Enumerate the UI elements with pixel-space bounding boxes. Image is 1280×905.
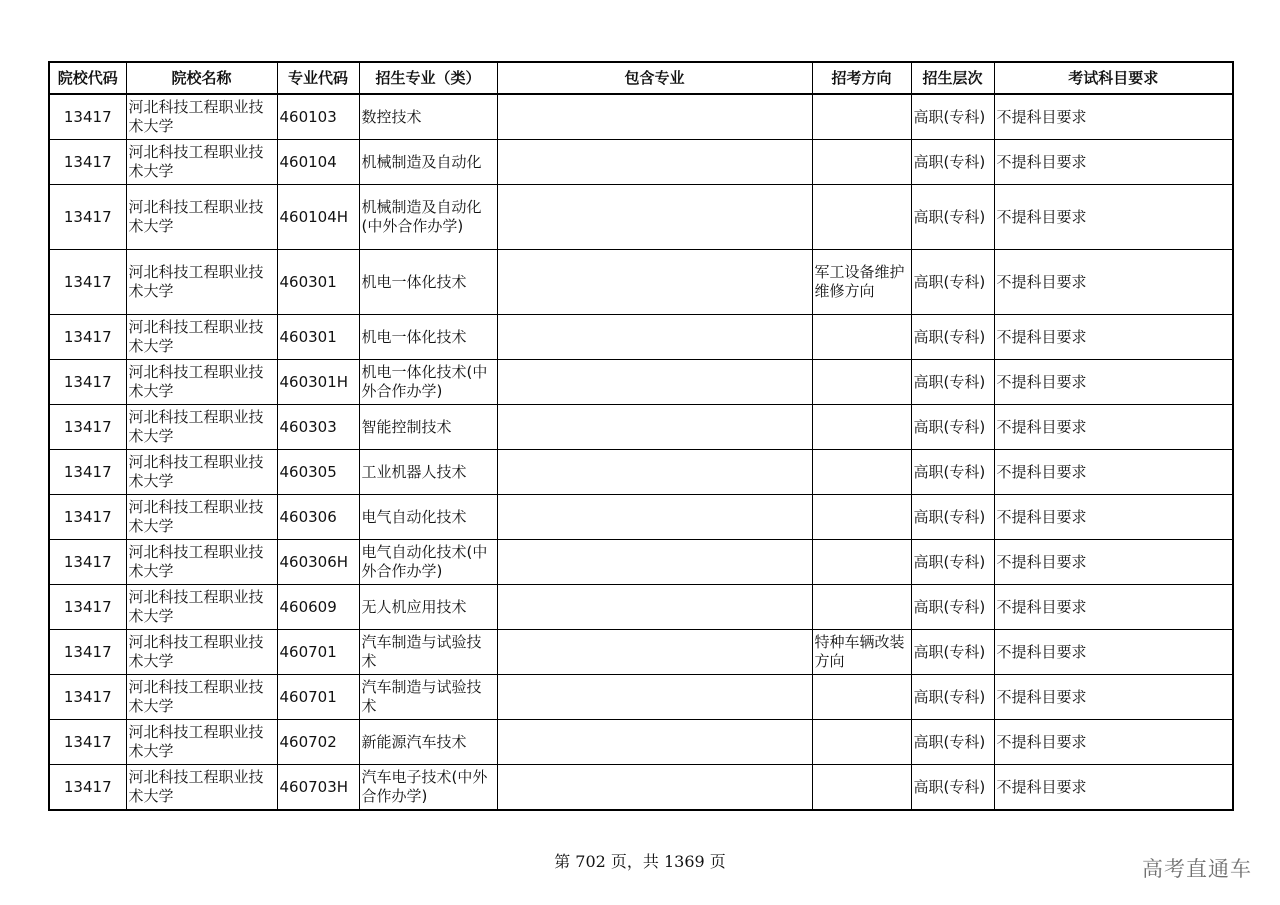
- cell-direction: 军工设备维护维修方向: [812, 250, 911, 315]
- cell-direction: [812, 185, 911, 250]
- header-school-code: 院校代码: [49, 62, 126, 94]
- cell-level: 高职(专科): [911, 450, 994, 495]
- cell-direction: [812, 540, 911, 585]
- cell-included-majors: [497, 495, 812, 540]
- cell-level: 高职(专科): [911, 675, 994, 720]
- cell-school-code: 13417: [49, 585, 126, 630]
- cell-included-majors: [497, 675, 812, 720]
- cell-requirement: 不提科目要求: [994, 540, 1233, 585]
- table-row: [49, 405, 1233, 450]
- table-row: [49, 630, 1233, 675]
- cell-major: 汽车电子技术(中外合作办学): [359, 765, 497, 811]
- header-direction: 招考方向: [812, 62, 911, 94]
- cell-level: 高职(专科): [911, 720, 994, 765]
- cell-level: 高职(专科): [911, 250, 994, 315]
- cell-included-majors: [497, 250, 812, 315]
- table-row: [49, 450, 1233, 495]
- cell-level: 高职(专科): [911, 140, 994, 185]
- cell-direction: [812, 585, 911, 630]
- cell-major: 机电一体化技术: [359, 250, 497, 315]
- table-row: [49, 675, 1233, 720]
- page-number: 第 702 页，共 1369 页: [554, 852, 726, 871]
- header-level: 招生层次: [911, 62, 994, 94]
- table-row: [49, 720, 1233, 765]
- cell-direction: [812, 140, 911, 185]
- table-row: [49, 315, 1233, 360]
- cell-school-code: 13417: [49, 720, 126, 765]
- cell-included-majors: [497, 185, 812, 250]
- cell-requirement: 不提科目要求: [994, 765, 1233, 811]
- cell-school-code: 13417: [49, 450, 126, 495]
- cell-requirement: 不提科目要求: [994, 720, 1233, 765]
- cell-direction: [812, 720, 911, 765]
- cell-major-code: 460609: [277, 585, 359, 630]
- cell-included-majors: [497, 540, 812, 585]
- cell-requirement: 不提科目要求: [994, 585, 1233, 630]
- cell-major-code: 460103: [277, 94, 359, 140]
- cell-school-name: 河北科技工程职业技术大学: [126, 540, 277, 585]
- cell-school-name: 河北科技工程职业技术大学: [126, 585, 277, 630]
- header-school-name: 院校名称: [126, 62, 277, 94]
- cell-school-name: 河北科技工程职业技术大学: [126, 405, 277, 450]
- cell-major-code: 460703H: [277, 765, 359, 811]
- cell-major-code: 460301: [277, 315, 359, 360]
- cell-major: 电气自动化技术(中外合作办学): [359, 540, 497, 585]
- cell-major-code: 460104H: [277, 185, 359, 250]
- header-requirement: 考试科目要求: [994, 62, 1233, 94]
- cell-direction: [812, 405, 911, 450]
- cell-major: 工业机器人技术: [359, 450, 497, 495]
- cell-requirement: 不提科目要求: [994, 630, 1233, 675]
- watermark-logo: 高考直通车: [1142, 857, 1252, 881]
- cell-requirement: 不提科目要求: [994, 315, 1233, 360]
- table-row: [49, 140, 1233, 185]
- cell-direction: 特种车辆改装方向: [812, 630, 911, 675]
- cell-major: 机械制造及自动化: [359, 140, 497, 185]
- cell-major-code: 460301: [277, 250, 359, 315]
- header-major-code: 专业代码: [277, 62, 359, 94]
- cell-major: 机电一体化技术: [359, 315, 497, 360]
- cell-requirement: 不提科目要求: [994, 675, 1233, 720]
- header-included-majors: 包含专业: [497, 62, 812, 94]
- cell-level: 高职(专科): [911, 94, 994, 140]
- cell-school-name: 河北科技工程职业技术大学: [126, 675, 277, 720]
- cell-school-name: 河北科技工程职业技术大学: [126, 720, 277, 765]
- cell-requirement: 不提科目要求: [994, 450, 1233, 495]
- cell-requirement: 不提科目要求: [994, 94, 1233, 140]
- cell-major-code: 460701: [277, 630, 359, 675]
- cell-direction: [812, 315, 911, 360]
- table-row: [49, 250, 1233, 315]
- table-body: [49, 94, 1233, 810]
- cell-school-code: 13417: [49, 94, 126, 140]
- cell-included-majors: [497, 450, 812, 495]
- cell-school-name: 河北科技工程职业技术大学: [126, 360, 277, 405]
- table-row: [49, 585, 1233, 630]
- cell-school-code: 13417: [49, 630, 126, 675]
- cell-requirement: 不提科目要求: [994, 250, 1233, 315]
- cell-school-name: 河北科技工程职业技术大学: [126, 495, 277, 540]
- cell-school-name: 河北科技工程职业技术大学: [126, 315, 277, 360]
- cell-school-code: 13417: [49, 315, 126, 360]
- table-row: [49, 495, 1233, 540]
- cell-direction: [812, 450, 911, 495]
- cell-major: 新能源汽车技术: [359, 720, 497, 765]
- cell-included-majors: [497, 630, 812, 675]
- cell-major-code: 460104: [277, 140, 359, 185]
- table-row: [49, 540, 1233, 585]
- admissions-table: [48, 61, 1234, 811]
- cell-school-code: 13417: [49, 540, 126, 585]
- cell-major-code: 460305: [277, 450, 359, 495]
- cell-included-majors: [497, 360, 812, 405]
- cell-school-code: 13417: [49, 405, 126, 450]
- cell-requirement: 不提科目要求: [994, 495, 1233, 540]
- cell-school-code: 13417: [49, 495, 126, 540]
- cell-major: 汽车制造与试验技术: [359, 630, 497, 675]
- cell-major-code: 460306H: [277, 540, 359, 585]
- header-major: 招生专业（类）: [359, 62, 497, 94]
- cell-school-code: 13417: [49, 250, 126, 315]
- cell-included-majors: [497, 140, 812, 185]
- cell-school-name: 河北科技工程职业技术大学: [126, 765, 277, 811]
- cell-level: 高职(专科): [911, 405, 994, 450]
- cell-direction: [812, 675, 911, 720]
- cell-level: 高职(专科): [911, 630, 994, 675]
- cell-level: 高职(专科): [911, 315, 994, 360]
- cell-level: 高职(专科): [911, 585, 994, 630]
- cell-included-majors: [497, 94, 812, 140]
- cell-major-code: 460301H: [277, 360, 359, 405]
- cell-major-code: 460702: [277, 720, 359, 765]
- cell-direction: [812, 495, 911, 540]
- cell-major-code: 460701: [277, 675, 359, 720]
- cell-level: 高职(专科): [911, 360, 994, 405]
- cell-major: 电气自动化技术: [359, 495, 497, 540]
- cell-school-name: 河北科技工程职业技术大学: [126, 450, 277, 495]
- cell-level: 高职(专科): [911, 765, 994, 811]
- cell-direction: [812, 765, 911, 811]
- cell-school-code: 13417: [49, 185, 126, 250]
- cell-school-name: 河北科技工程职业技术大学: [126, 94, 277, 140]
- cell-requirement: 不提科目要求: [994, 185, 1233, 250]
- cell-major: 汽车制造与试验技术: [359, 675, 497, 720]
- cell-school-name: 河北科技工程职业技术大学: [126, 630, 277, 675]
- cell-major: 数控技术: [359, 94, 497, 140]
- cell-level: 高职(专科): [911, 495, 994, 540]
- cell-included-majors: [497, 765, 812, 811]
- cell-major: 机械制造及自动化(中外合作办学): [359, 185, 497, 250]
- table-row: [49, 765, 1233, 811]
- cell-school-code: 13417: [49, 140, 126, 185]
- table-row: [49, 94, 1233, 140]
- cell-school-name: 河北科技工程职业技术大学: [126, 140, 277, 185]
- cell-requirement: 不提科目要求: [994, 140, 1233, 185]
- cell-school-code: 13417: [49, 765, 126, 811]
- cell-level: 高职(专科): [911, 185, 994, 250]
- cell-included-majors: [497, 315, 812, 360]
- cell-major-code: 460306: [277, 495, 359, 540]
- table-header-row: [49, 62, 1233, 94]
- cell-requirement: 不提科目要求: [994, 360, 1233, 405]
- cell-major: 智能控制技术: [359, 405, 497, 450]
- cell-major: 机电一体化技术(中外合作办学): [359, 360, 497, 405]
- cell-included-majors: [497, 720, 812, 765]
- cell-direction: [812, 360, 911, 405]
- cell-included-majors: [497, 585, 812, 630]
- cell-requirement: 不提科目要求: [994, 405, 1233, 450]
- cell-level: 高职(专科): [911, 540, 994, 585]
- table-row: [49, 185, 1233, 250]
- cell-school-code: 13417: [49, 360, 126, 405]
- cell-included-majors: [497, 405, 812, 450]
- cell-major: 无人机应用技术: [359, 585, 497, 630]
- table-row: [49, 360, 1233, 405]
- cell-school-name: 河北科技工程职业技术大学: [126, 250, 277, 315]
- cell-school-name: 河北科技工程职业技术大学: [126, 185, 277, 250]
- cell-school-code: 13417: [49, 675, 126, 720]
- cell-major-code: 460303: [277, 405, 359, 450]
- cell-direction: [812, 94, 911, 140]
